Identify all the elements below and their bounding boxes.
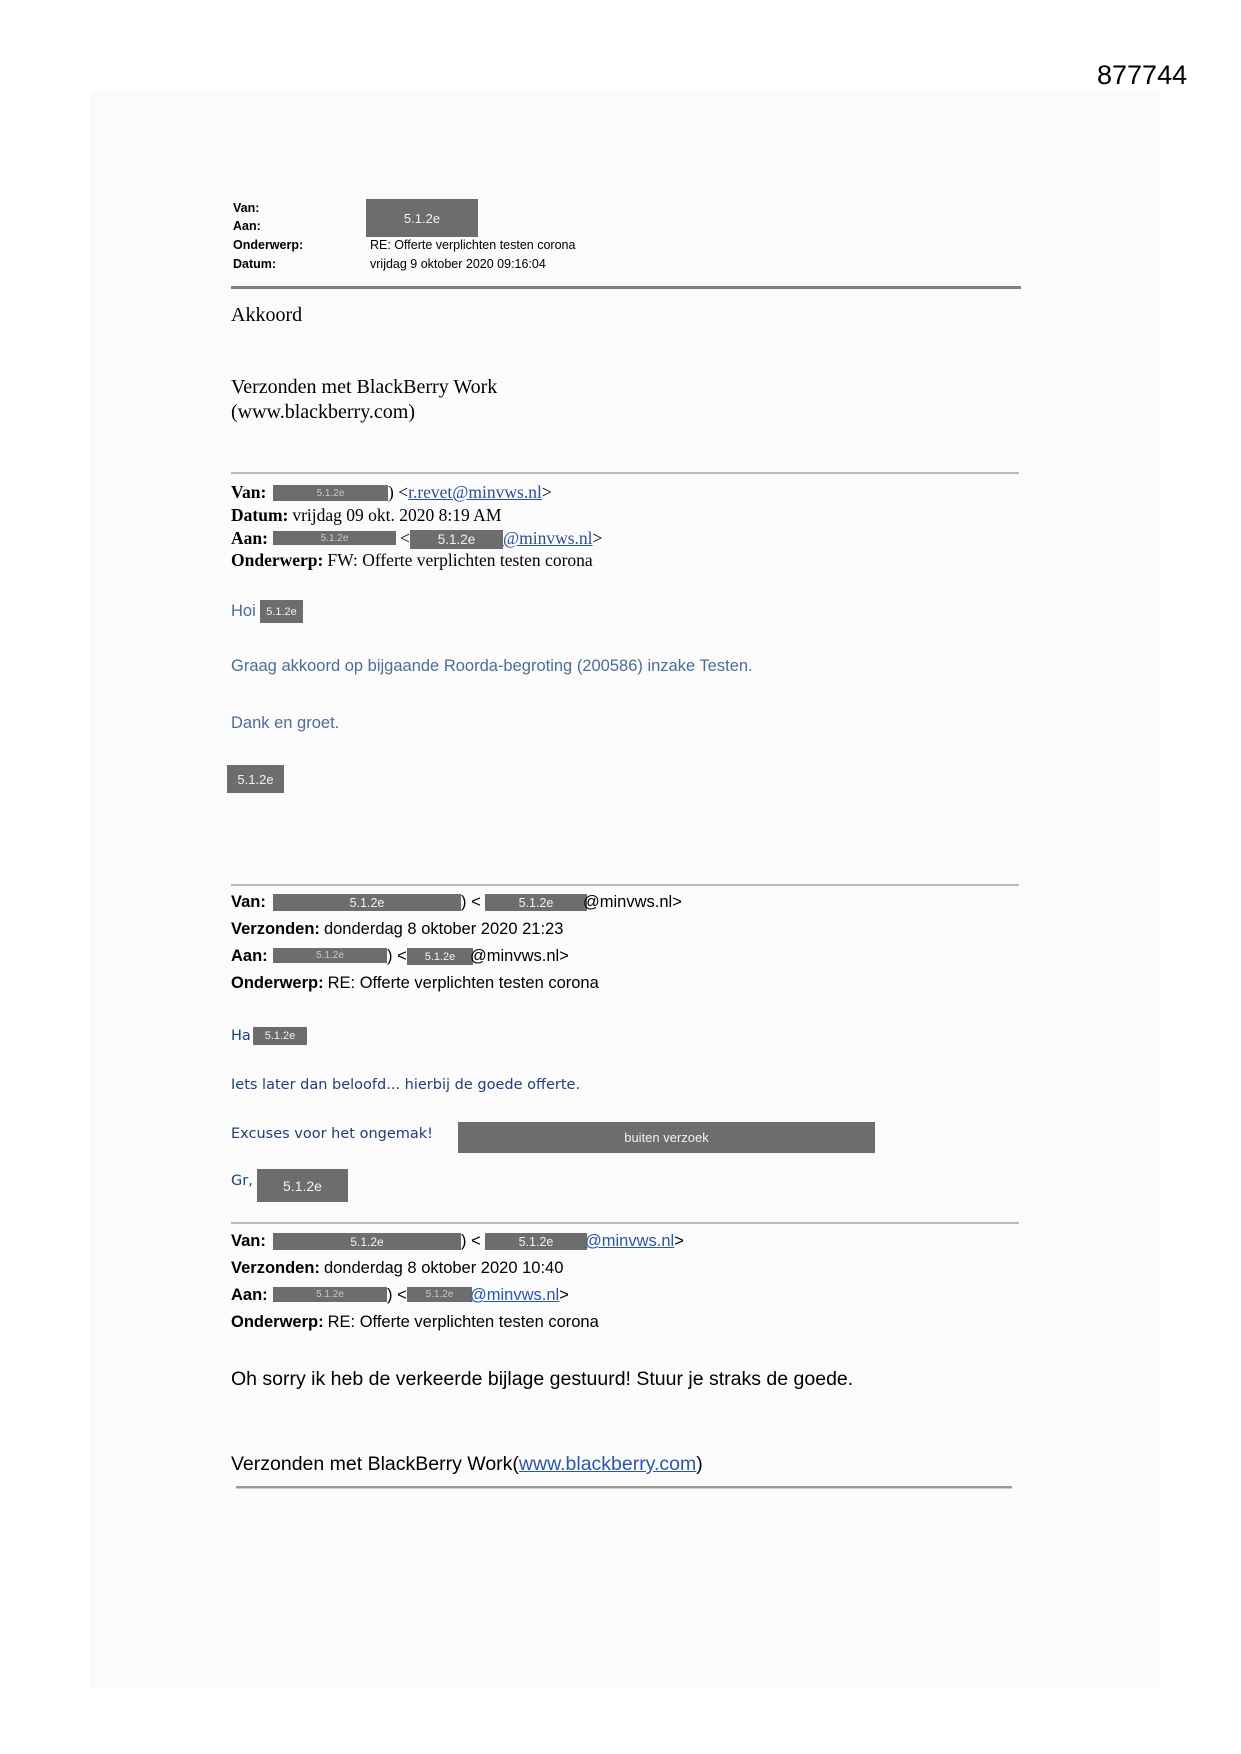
reply-signature-line-1: Verzonden met BlackBerry Work <box>231 376 498 398</box>
document-number: 877744 <box>1097 60 1188 90</box>
m2-from-sep: ) < <box>388 482 409 502</box>
m2-date-line <box>231 505 501 526</box>
m3-subject-line <box>231 973 599 993</box>
m2-to-close: > <box>592 528 603 548</box>
m4-to-label <box>231 1285 272 1305</box>
m2-from-close: > <box>541 482 552 502</box>
m3-apology: Excuses voor het ongemak! <box>231 1126 433 1142</box>
m3-from-label-text: Van: <box>231 893 266 911</box>
m4-sent-line <box>231 1258 563 1278</box>
m3-sign-off-redaction: 5.1.2e <box>257 1169 348 1202</box>
m2-to-sep: < <box>400 528 410 548</box>
m3-to-close: > <box>559 947 569 965</box>
m2-to-domain-link[interactable]: @minvws.nl <box>503 528 593 548</box>
m4-subject-line <box>231 1312 599 1332</box>
m2-greeting-redaction: 5.1.2e <box>260 600 303 623</box>
m2-greeting: Hoi <box>231 602 256 620</box>
header-date: vrijdag 9 oktober 2020 09:16:04 <box>370 257 546 271</box>
m3-from-label <box>231 892 270 912</box>
m4-signature <box>231 1452 703 1476</box>
m3-to-address <box>470 946 569 966</box>
message-divider <box>231 1222 1019 1224</box>
m3-to-label-text: Aan: <box>231 947 268 965</box>
m4-signature-link[interactable]: www.blackberry.com <box>518 1453 697 1475</box>
m4-from-redaction-2: 5.1.2e <box>485 1233 587 1250</box>
header-from-label: Van: <box>233 201 260 215</box>
m3-from-redaction-2: 5.1.2e <box>485 894 587 911</box>
scan-background <box>90 90 1159 1688</box>
m2-subject-label: Onderwerp: <box>231 550 324 570</box>
m3-to-domain: @minvws.nl <box>470 947 560 965</box>
m2-from-label-text: Van: <box>231 482 267 502</box>
m3-apology-redaction: buiten verzoek <box>458 1122 875 1153</box>
m3-from-domain: @minvws.nl <box>583 893 673 911</box>
header-date-label: Datum: <box>233 257 277 271</box>
message-divider <box>231 472 1019 474</box>
m4-to-redaction-2: 5.1.2e <box>407 1287 472 1302</box>
m2-body: Graag akkoord op bijgaande Roorda-begroting (200586) inzake Testen. <box>231 657 753 675</box>
message-divider <box>231 884 1019 886</box>
m3-from-close: > <box>672 893 682 911</box>
m3-sent: donderdag 8 oktober 2020 21:23 <box>323 920 564 938</box>
m2-subject: FW: Offerte verplichten testen corona <box>327 550 593 570</box>
m2-signature-redaction: 5.1.2e <box>227 765 284 793</box>
m2-to-label <box>231 528 272 549</box>
m2-subject-line <box>231 550 593 571</box>
m3-sign-off: Gr, <box>231 1173 253 1189</box>
m3-greeting-redaction: 5.1.2e <box>253 1027 307 1045</box>
m4-sent: donderdag 8 oktober 2020 10:40 <box>323 1259 564 1277</box>
m4-subject: RE: Offerte verplichten testen corona <box>327 1313 599 1331</box>
m4-signature-close: ) <box>696 1453 703 1475</box>
m2-closing: Dank en groet. <box>231 714 340 732</box>
m3-to-sep: ) < <box>387 947 407 965</box>
m4-to-address <box>470 1285 569 1305</box>
m3-sent-line <box>231 919 563 939</box>
m2-date: vrijdag 09 okt. 2020 8:19 AM <box>292 505 502 525</box>
m3-to-redaction: 5.1.2e <box>273 948 387 963</box>
m4-signature-text: Verzonden met BlackBerry Work( <box>231 1453 519 1475</box>
m3-body: Iets later dan beloofd... hierbij de goede offerte. <box>231 1077 581 1093</box>
m4-from-label <box>231 1231 270 1251</box>
header-subject-label: Onderwerp: <box>233 238 304 252</box>
m4-from-close: > <box>674 1232 684 1250</box>
m2-from-label <box>231 482 270 503</box>
m3-to-redaction-2: 5.1.2e <box>407 948 473 965</box>
m2-to-redaction-2: 5.1.2e <box>410 530 503 549</box>
m3-subject: RE: Offerte verplichten testen corona <box>327 974 599 992</box>
m4-sent-label: Verzonden: <box>231 1259 320 1277</box>
header-redaction: 5.1.2e <box>366 199 478 237</box>
header-to-label: Aan: <box>233 219 261 233</box>
m2-from-email-link[interactable]: r.revet@minvws.nl <box>408 482 542 502</box>
m2-to-label-text: Aan: <box>231 528 268 548</box>
m2-to-redaction: 5.1.2e <box>273 531 396 545</box>
m4-to-sep: ) < <box>387 1286 407 1304</box>
m2-to-address <box>503 528 602 549</box>
m4-from-address <box>585 1231 684 1251</box>
m4-from-sep: ) < <box>461 1232 481 1250</box>
m4-from-label-text: Van: <box>231 1232 266 1250</box>
m3-sent-label: Verzonden: <box>231 920 320 938</box>
bottom-divider <box>236 1486 1012 1488</box>
m4-body: Oh sorry ik heb de verkeerde bijlage gestuurd! Stuur je straks de goede. <box>231 1368 854 1390</box>
reply-signature-line-2: (www.blackberry.com) <box>231 401 415 423</box>
header-divider <box>231 286 1021 289</box>
m4-subject-label: Onderwerp: <box>231 1313 324 1331</box>
m4-to-domain-link[interactable]: @minvws.nl <box>470 1286 560 1304</box>
m3-greeting: Ha <box>231 1028 251 1044</box>
m4-to-label-text: Aan: <box>231 1286 268 1304</box>
m4-to-redaction: 5.1.2e <box>273 1287 387 1302</box>
m2-from-address <box>388 482 552 503</box>
m4-to-close: > <box>559 1286 569 1304</box>
m2-date-label: Datum: <box>231 505 289 525</box>
m3-from-sep: ) < <box>461 893 481 911</box>
m4-from-domain-link[interactable]: @minvws.nl <box>585 1232 675 1250</box>
m2-from-redaction: 5.1.2e <box>273 485 388 501</box>
header-subject: RE: Offerte verplichten testen corona <box>370 238 576 252</box>
m3-subject-label: Onderwerp: <box>231 974 324 992</box>
m3-from-address <box>583 892 682 912</box>
m3-from-redaction: 5.1.2e <box>273 894 461 911</box>
reply-body: Akkoord <box>231 304 303 326</box>
m3-to-label <box>231 946 272 966</box>
m4-from-redaction: 5.1.2e <box>273 1233 461 1250</box>
